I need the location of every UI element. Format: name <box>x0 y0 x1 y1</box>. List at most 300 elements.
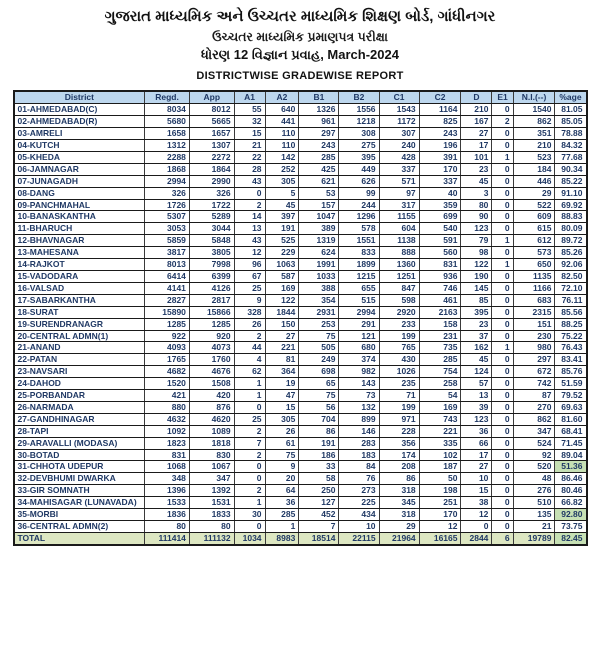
cell-e1: 1 <box>492 342 513 354</box>
column-header-district: District <box>14 91 145 103</box>
cell-app: 1864 <box>189 163 234 175</box>
district-name-cell: 30-BOTAD <box>14 449 145 461</box>
cell-ni: 48 <box>513 473 555 485</box>
cell-b2: 1899 <box>339 259 379 271</box>
cell-b1: 86 <box>299 425 339 437</box>
cell-ni: 29 <box>513 187 555 199</box>
cell-regd: 1068 <box>145 461 190 473</box>
column-header-b2: B2 <box>339 91 379 103</box>
cell-age: 76.11 <box>555 294 587 306</box>
cell-e1: 0 <box>492 521 513 533</box>
cell-age: 77.68 <box>555 151 587 163</box>
cell-b2: 10 <box>339 521 379 533</box>
district-name-cell: 11-BHARUCH <box>14 223 145 235</box>
cell-c2: 12 <box>419 521 461 533</box>
cell-age: 72.10 <box>555 282 587 294</box>
table-row <box>14 425 587 437</box>
cell-b2: 833 <box>339 247 379 259</box>
cell-regd: 3053 <box>145 223 190 235</box>
table-row <box>14 163 587 175</box>
cell-d: 45 <box>461 354 492 366</box>
cell-c2: 2163 <box>419 306 461 318</box>
cell-age: 51.59 <box>555 378 587 390</box>
cell-a1: 2 <box>234 449 265 461</box>
district-name-cell: 20-CENTRAL ADMN(1) <box>14 330 145 342</box>
cell-regd: 4682 <box>145 366 190 378</box>
cell-a2: 47 <box>265 390 299 402</box>
cell-a1: 7 <box>234 437 265 449</box>
cell-age: 81.60 <box>555 413 587 425</box>
cell-e1: 0 <box>492 247 513 259</box>
report-header <box>0 8 600 83</box>
column-header-d: D <box>461 91 492 103</box>
cell-ni: 276 <box>513 485 555 497</box>
district-name-cell: 28-TAPI <box>14 425 145 437</box>
district-name-cell: 04-KUTCH <box>14 140 145 152</box>
cell-age: 71.45 <box>555 437 587 449</box>
cell-c1: 1543 <box>379 104 419 116</box>
cell-e1: 0 <box>492 318 513 330</box>
cell-c1: 604 <box>379 223 419 235</box>
cell-regd: 5307 <box>145 211 190 223</box>
cell-c1: 1026 <box>379 366 419 378</box>
cell-a1: 0 <box>234 473 265 485</box>
district-name-cell: 06-JAMNAGAR <box>14 163 145 175</box>
cell-ni: 672 <box>513 366 555 378</box>
cell-age: 84.32 <box>555 140 587 152</box>
cell-b2: 121 <box>339 330 379 342</box>
district-name-cell: 22-PATAN <box>14 354 145 366</box>
cell-b2: 434 <box>339 509 379 521</box>
cell-b2: 655 <box>339 282 379 294</box>
table-row <box>14 485 587 497</box>
cell-c1: 318 <box>379 485 419 497</box>
cell-app: 6399 <box>189 270 234 282</box>
cell-a1: 43 <box>234 175 265 187</box>
cell-b1: 18514 <box>299 532 339 544</box>
table-row <box>14 378 587 390</box>
cell-ni: 650 <box>513 259 555 271</box>
cell-c2: 825 <box>419 116 461 128</box>
cell-b2: 132 <box>339 401 379 413</box>
cell-b2: 183 <box>339 449 379 461</box>
cell-b1: 33 <box>299 461 339 473</box>
table-row <box>14 449 587 461</box>
cell-b1: 127 <box>299 497 339 509</box>
district-name-cell: 12-BHAVNAGAR <box>14 235 145 247</box>
cell-c2: 461 <box>419 294 461 306</box>
cell-regd: 1658 <box>145 128 190 140</box>
cell-d: 90 <box>461 211 492 223</box>
total-label-cell: TOTAL <box>14 532 145 544</box>
table-row <box>14 413 587 425</box>
cell-a1: 43 <box>234 235 265 247</box>
cell-d: 0 <box>461 521 492 533</box>
cell-a2: 229 <box>265 247 299 259</box>
table-row <box>14 497 587 509</box>
cell-e1: 0 <box>492 128 513 140</box>
cell-d: 210 <box>461 104 492 116</box>
cell-d: 190 <box>461 270 492 282</box>
cell-b1: 250 <box>299 485 339 497</box>
cell-regd: 1836 <box>145 509 190 521</box>
cell-e1: 2 <box>492 116 513 128</box>
cell-ni: 151 <box>513 318 555 330</box>
cell-c2: 735 <box>419 342 461 354</box>
cell-b1: 243 <box>299 140 339 152</box>
cell-ni: 351 <box>513 128 555 140</box>
cell-regd: 5859 <box>145 235 190 247</box>
cell-a2: 587 <box>265 270 299 282</box>
cell-d: 27 <box>461 461 492 473</box>
cell-b2: 1215 <box>339 270 379 282</box>
cell-b2: 225 <box>339 497 379 509</box>
cell-ni: 862 <box>513 116 555 128</box>
cell-ni: 522 <box>513 199 555 211</box>
column-header-a1: A1 <box>234 91 265 103</box>
cell-e1: 0 <box>492 211 513 223</box>
cell-ni: 1135 <box>513 270 555 282</box>
cell-app: 347 <box>189 473 234 485</box>
table-row <box>14 187 587 199</box>
cell-app: 80 <box>189 521 234 533</box>
cell-b2: 578 <box>339 223 379 235</box>
cell-e1: 1 <box>492 235 513 247</box>
cell-ni: 609 <box>513 211 555 223</box>
cell-e1: 0 <box>492 187 513 199</box>
cell-ni: 135 <box>513 509 555 521</box>
cell-a2: 27 <box>265 330 299 342</box>
district-name-cell: 09-PANCHMAHAL <box>14 199 145 211</box>
cell-e1: 1 <box>492 259 513 271</box>
cell-b2: 291 <box>339 318 379 330</box>
cell-c1: 765 <box>379 342 419 354</box>
cell-app: 5665 <box>189 116 234 128</box>
column-header-regd: Regd. <box>145 91 190 103</box>
cell-app: 1508 <box>189 378 234 390</box>
cell-age: 88.83 <box>555 211 587 223</box>
cell-e1: 0 <box>492 401 513 413</box>
cell-b1: 75 <box>299 330 339 342</box>
cell-b1: 698 <box>299 366 339 378</box>
cell-b1: 621 <box>299 175 339 187</box>
cell-age: 75.22 <box>555 330 587 342</box>
cell-regd: 3817 <box>145 247 190 259</box>
cell-a2: 305 <box>265 413 299 425</box>
cell-c1: 174 <box>379 449 419 461</box>
cell-a1: 328 <box>234 306 265 318</box>
cell-c1: 233 <box>379 318 419 330</box>
cell-b1: 249 <box>299 354 339 366</box>
cell-regd: 2288 <box>145 151 190 163</box>
cell-a2: 8983 <box>265 532 299 544</box>
cell-ni: 446 <box>513 175 555 187</box>
cell-a2: 191 <box>265 223 299 235</box>
cell-regd: 5680 <box>145 116 190 128</box>
cell-e1: 0 <box>492 282 513 294</box>
district-name-cell: 05-KHEDA <box>14 151 145 163</box>
cell-e1: 0 <box>492 294 513 306</box>
cell-a1: 2 <box>234 485 265 497</box>
table-row <box>14 294 587 306</box>
cell-a2: 397 <box>265 211 299 223</box>
cell-c2: 540 <box>419 223 461 235</box>
cell-d: 162 <box>461 342 492 354</box>
cell-b1: 389 <box>299 223 339 235</box>
cell-b1: 624 <box>299 247 339 259</box>
cell-c2: 158 <box>419 318 461 330</box>
cell-regd: 15890 <box>145 306 190 318</box>
cell-e1: 0 <box>492 270 513 282</box>
cell-c1: 199 <box>379 330 419 342</box>
cell-e1: 1 <box>492 151 513 163</box>
cell-a1: 12 <box>234 247 265 259</box>
exam-stream-date: ધોરણ 12 વિજ્ઞાન પ્રવાહ, March-2024 <box>201 47 399 63</box>
cell-ni: 683 <box>513 294 555 306</box>
cell-age: 85.26 <box>555 247 587 259</box>
cell-e1: 0 <box>492 354 513 366</box>
cell-age: 90.34 <box>555 163 587 175</box>
cell-d: 123 <box>461 223 492 235</box>
cell-ni: 524 <box>513 437 555 449</box>
cell-c2: 170 <box>419 509 461 521</box>
cell-age: 82.45 <box>555 532 587 544</box>
cell-age: 79.52 <box>555 390 587 402</box>
cell-c2: 251 <box>419 497 461 509</box>
district-name-cell: 32-DEVBHUMI DWARKA <box>14 473 145 485</box>
cell-c1: 240 <box>379 140 419 152</box>
cell-c1: 430 <box>379 354 419 366</box>
cell-a1: 25 <box>234 413 265 425</box>
cell-b2: 395 <box>339 151 379 163</box>
cell-a2: 305 <box>265 175 299 187</box>
cell-e1: 0 <box>492 163 513 175</box>
cell-a2: 45 <box>265 199 299 211</box>
district-name-cell: 07-JUNAGADH <box>14 175 145 187</box>
cell-a1: 22 <box>234 151 265 163</box>
cell-a1: 2 <box>234 425 265 437</box>
cell-app: 1307 <box>189 140 234 152</box>
cell-d: 36 <box>461 425 492 437</box>
cell-age: 76.43 <box>555 342 587 354</box>
cell-app: 1285 <box>189 318 234 330</box>
table-row <box>14 116 587 128</box>
cell-d: 15 <box>461 485 492 497</box>
cell-d: 124 <box>461 366 492 378</box>
cell-age: 89.04 <box>555 449 587 461</box>
cell-regd: 2827 <box>145 294 190 306</box>
table-row <box>14 211 587 223</box>
cell-a1: 30 <box>234 509 265 521</box>
cell-regd: 880 <box>145 401 190 413</box>
table-row <box>14 473 587 485</box>
cell-app: 4620 <box>189 413 234 425</box>
table-row <box>14 104 587 116</box>
cell-c1: 307 <box>379 128 419 140</box>
cell-b2: 99 <box>339 187 379 199</box>
cell-c1: 318 <box>379 509 419 521</box>
cell-regd: 111414 <box>145 532 190 544</box>
cell-ni: 523 <box>513 151 555 163</box>
cell-d: 37 <box>461 330 492 342</box>
cell-b1: 2931 <box>299 306 339 318</box>
cell-c2: 170 <box>419 163 461 175</box>
cell-b2: 244 <box>339 199 379 211</box>
cell-app: 1089 <box>189 425 234 437</box>
column-header-ni: N.I.(--) <box>513 91 555 103</box>
cell-a2: 142 <box>265 151 299 163</box>
cell-e1: 0 <box>492 330 513 342</box>
table-row <box>14 140 587 152</box>
cell-c1: 21964 <box>379 532 419 544</box>
cell-c2: 231 <box>419 330 461 342</box>
cell-app: 1657 <box>189 128 234 140</box>
cell-d: 98 <box>461 247 492 259</box>
cell-age: 92.80 <box>555 509 587 521</box>
cell-c1: 1155 <box>379 211 419 223</box>
cell-a2: 110 <box>265 128 299 140</box>
cell-b1: 1047 <box>299 211 339 223</box>
cell-b1: 157 <box>299 199 339 211</box>
cell-b1: 53 <box>299 187 339 199</box>
cell-e1: 0 <box>492 461 513 473</box>
cell-a2: 1063 <box>265 259 299 271</box>
cell-d: 57 <box>461 378 492 390</box>
cell-b2: 680 <box>339 342 379 354</box>
cell-app: 830 <box>189 449 234 461</box>
cell-app: 111132 <box>189 532 234 544</box>
table-row <box>14 521 587 533</box>
cell-e1: 0 <box>492 306 513 318</box>
cell-age: 88.25 <box>555 318 587 330</box>
cell-a1: 1 <box>234 390 265 402</box>
cell-age: 73.75 <box>555 521 587 533</box>
cell-regd: 4141 <box>145 282 190 294</box>
cell-b1: 56 <box>299 401 339 413</box>
cell-b2: 283 <box>339 437 379 449</box>
cell-a2: 441 <box>265 116 299 128</box>
district-name-cell: 27-GANDHINAGAR <box>14 413 145 425</box>
cell-b1: 285 <box>299 151 339 163</box>
cell-d: 27 <box>461 128 492 140</box>
cell-c2: 54 <box>419 390 461 402</box>
cell-e1: 0 <box>492 140 513 152</box>
cell-a2: 169 <box>265 282 299 294</box>
cell-c1: 571 <box>379 175 419 187</box>
cell-app: 3805 <box>189 247 234 259</box>
cell-app: 1818 <box>189 437 234 449</box>
cell-a2: 364 <box>265 366 299 378</box>
cell-b2: 2994 <box>339 306 379 318</box>
cell-b1: 58 <box>299 473 339 485</box>
cell-a2: 5 <box>265 187 299 199</box>
cell-ni: 742 <box>513 378 555 390</box>
cell-ni: 19789 <box>513 532 555 544</box>
cell-app: 3044 <box>189 223 234 235</box>
cell-regd: 421 <box>145 390 190 402</box>
cell-a2: 15 <box>265 401 299 413</box>
cell-d: 45 <box>461 175 492 187</box>
cell-c1: 971 <box>379 413 419 425</box>
district-name-cell: 13-MAHESANA <box>14 247 145 259</box>
cell-b1: 186 <box>299 449 339 461</box>
cell-c2: 391 <box>419 151 461 163</box>
cell-regd: 8034 <box>145 104 190 116</box>
cell-e1: 0 <box>492 437 513 449</box>
cell-regd: 1285 <box>145 318 190 330</box>
cell-d: 17 <box>461 140 492 152</box>
cell-regd: 4093 <box>145 342 190 354</box>
cell-age: 85.76 <box>555 366 587 378</box>
cell-ni: 92 <box>513 449 555 461</box>
cell-a1: 96 <box>234 259 265 271</box>
cell-a1: 0 <box>234 461 265 473</box>
column-header-b1: B1 <box>299 91 339 103</box>
cell-b2: 1551 <box>339 235 379 247</box>
cell-app: 920 <box>189 330 234 342</box>
cell-a2: 640 <box>265 104 299 116</box>
table-row <box>14 390 587 402</box>
cell-regd: 326 <box>145 187 190 199</box>
cell-regd: 1092 <box>145 425 190 437</box>
cell-c2: 831 <box>419 259 461 271</box>
cell-a1: 1 <box>234 497 265 509</box>
table-row <box>14 151 587 163</box>
cell-c2: 754 <box>419 366 461 378</box>
district-name-cell: 23-NAVSARI <box>14 366 145 378</box>
cell-c1: 208 <box>379 461 419 473</box>
cell-a2: 1844 <box>265 306 299 318</box>
cell-d: 79 <box>461 235 492 247</box>
cell-app: 5848 <box>189 235 234 247</box>
cell-age: 66.82 <box>555 497 587 509</box>
cell-d: 13 <box>461 390 492 402</box>
table-row <box>14 235 587 247</box>
cell-e1: 0 <box>492 509 513 521</box>
cell-ni: 520 <box>513 461 555 473</box>
column-header-c2: C2 <box>419 91 461 103</box>
district-name-cell: 18-SURAT <box>14 306 145 318</box>
cell-c1: 888 <box>379 247 419 259</box>
cell-c2: 198 <box>419 485 461 497</box>
table-row <box>14 223 587 235</box>
cell-c1: 86 <box>379 473 419 485</box>
cell-age: 91.10 <box>555 187 587 199</box>
cell-b2: 1556 <box>339 104 379 116</box>
cell-regd: 1868 <box>145 163 190 175</box>
cell-b1: 961 <box>299 116 339 128</box>
cell-e1: 0 <box>492 497 513 509</box>
cell-regd: 1312 <box>145 140 190 152</box>
cell-ni: 297 <box>513 354 555 366</box>
cell-ni: 210 <box>513 140 555 152</box>
table-row <box>14 342 587 354</box>
cell-age: 82.50 <box>555 270 587 282</box>
district-name-cell: 17-SABARKANTHA <box>14 294 145 306</box>
cell-b2: 374 <box>339 354 379 366</box>
cell-b1: 1033 <box>299 270 339 282</box>
cell-app: 5289 <box>189 211 234 223</box>
cell-app: 4676 <box>189 366 234 378</box>
cell-ni: 347 <box>513 425 555 437</box>
cell-a1: 1 <box>234 378 265 390</box>
cell-age: 81.05 <box>555 104 587 116</box>
report-title: DISTRICTWISE GRADEWISE REPORT <box>196 69 404 82</box>
cell-d: 12 <box>461 509 492 521</box>
cell-age: 80.09 <box>555 223 587 235</box>
cell-b2: 449 <box>339 163 379 175</box>
district-name-cell: 33-GIR SOMNATH <box>14 485 145 497</box>
